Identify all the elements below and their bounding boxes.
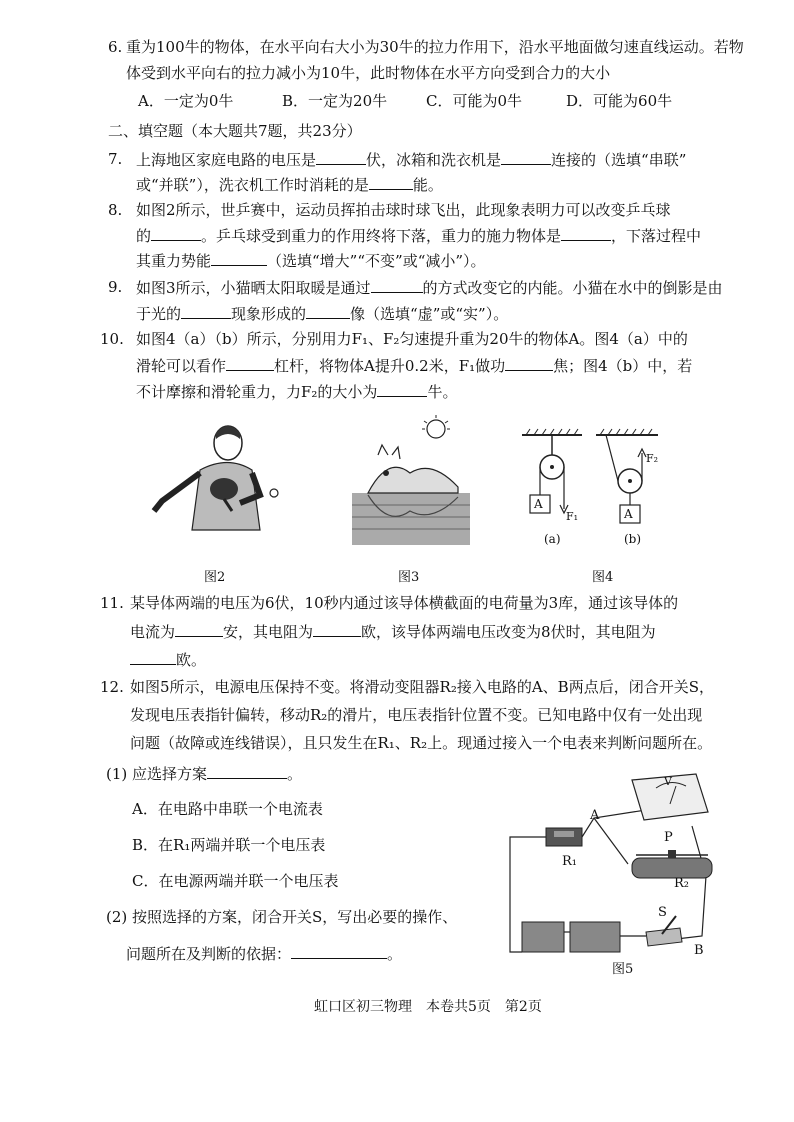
blank [377,380,427,397]
figure-5-caption: 图5 [612,962,634,977]
figure-3-caption: 图3 [398,570,420,585]
blank [501,148,551,165]
q12-line-2: 发现电压表指针偏转，移动R₂的滑片，电压表指针位置不变。已知电路中仅有一处出现 [130,706,703,724]
figure-3-cat-reflection [348,415,478,550]
q11-line-2: 电流为 安，其电阻为 欧，该导体两端电压改变为8伏时，其电阻为 [130,620,656,643]
blank [369,173,413,190]
q12-part-2-line-1: (2) 按照选择的方案，闭合开关S，写出必要的操作、 [106,908,458,926]
point-b-label: B [694,943,704,958]
q10-line-3: 不计摩擦和滑轮重力，力F₂的大小为 牛。 [136,380,457,403]
section-heading: 二、填空题（本大题共7题，共23分） [108,122,362,140]
blank [316,148,366,165]
q12-option-b: B．在R₁两端并联一个电压表 [132,836,326,854]
figure-2-caption: 图2 [204,570,226,585]
q8-line-1: 如图2所示，世乒赛中，运动员挥拍击球时球飞出，此现象表明力可以改变乒乓球 [136,201,671,219]
force-f1-label: F₁ [566,510,579,523]
blank [181,302,231,319]
page-footer: 虹口区初三物理 本卷共5页 第2页 [314,999,542,1015]
q12-line-1: 如图5所示，电源电压保持不变。将滑动变阻器R₂接入电路的A、B两点后，闭合开关S， [130,678,714,696]
figure-4b-block-label: A [624,507,633,521]
blank [211,249,267,266]
figure-4-caption: 图4 [592,570,614,585]
q12-option-c: C．在电源两端并联一个电压表 [132,872,339,890]
figure-4b-label: (b) [624,532,642,546]
q6-option-a: A．一定为0牛 [138,92,234,110]
figure-2-ping-pong-player [140,415,290,555]
blank [151,224,201,241]
q6-number: 6. [108,38,123,56]
blank [371,276,423,293]
force-f2-label: F₂ [646,452,659,465]
q8-number: 8. [108,201,123,219]
blank [207,762,287,779]
q9-number: 9. [108,278,123,296]
blank [313,620,361,637]
q12-number: 12. [100,678,124,696]
resistor-r1-label: R₁ [562,854,577,869]
figure-4a-label: (a) [544,532,561,546]
blank [226,354,274,371]
q12-line-3: 问题（故障或连线错误），且只发生在R₁、R₂上。现通过接入一个电表来判断问题所在。 [130,734,713,752]
q6-line-2: 体受到水平向右的拉力减小为10牛，此时物体在水平方向受到合力的大小 [126,64,611,82]
slider-p-label: P [664,830,673,845]
voltmeter-label: V [664,775,672,788]
q6-option-d: D．可能为60牛 [566,92,673,110]
blank [291,942,387,959]
blank [561,224,611,241]
switch-s-label: S [658,905,667,920]
q7-line-1: 上海地区家庭电路的电压是 伏，冰箱和洗衣机是 连接的（选填“串联” [136,148,686,171]
blank [306,302,350,319]
figure-5-circuit [496,764,726,964]
q11-number: 11. [100,594,124,612]
q6-option-b: B．一定为20牛 [282,92,388,110]
q12-part-1: (1) 应选择方案 。 [106,762,302,785]
q10-line-2: 滑轮可以看作 杠杆，将物体A提升0.2米，F₁做功 焦；图4（b）中，若 [136,354,692,377]
q12-part-2-line-2: 问题所在及判断的依据： 。 [126,942,402,965]
q12-option-a: A．在电路中串联一个电流表 [132,800,323,818]
q9-line-2: 于光的 现象形成的 像（选填“虚”或“实”）。 [136,302,508,325]
q11-line-1: 某导体两端的电压为6伏，10秒内通过该导体横截面的电荷量为3库，通过该导体的 [130,594,679,612]
q8-line-2: 的 。乒乓球受到重力的作用终将下落，重力的施力物体是 ，下落过程中 [136,224,701,247]
blank [505,354,553,371]
point-a-label: A [590,808,600,823]
rheostat-r2-label: R₂ [674,876,689,891]
q10-line-1: 如图4（a）（b）所示，分别用力F₁、F₂匀速提升重为20牛的物体A。图4（a）中的 [136,330,688,348]
q11-line-3: 欧。 [130,648,206,671]
q7-line-2: 或“并联”），洗衣机工作时消耗的是 能。 [136,173,443,196]
q8-line-3: 其重力势能 （选填“增大”“不变”或“减小”）。 [136,249,486,272]
q6-option-c: C．可能为0牛 [426,92,523,110]
q7-number: 7. [108,150,123,168]
blank [175,620,223,637]
figure-4a-block-label: A [534,497,543,511]
blank [130,648,176,665]
figure-4-pulleys [520,425,670,545]
q10-number: 10. [100,330,124,348]
q6-line-1: 重为100牛的物体，在水平向右大小为30牛的拉力作用下，沿水平地面做匀速直线运动。若物 [126,38,744,56]
q9-line-1: 如图3所示，小猫晒太阳取暖是通过 的方式改变它的内能。小猫在水中的倒影是由 [136,276,723,299]
